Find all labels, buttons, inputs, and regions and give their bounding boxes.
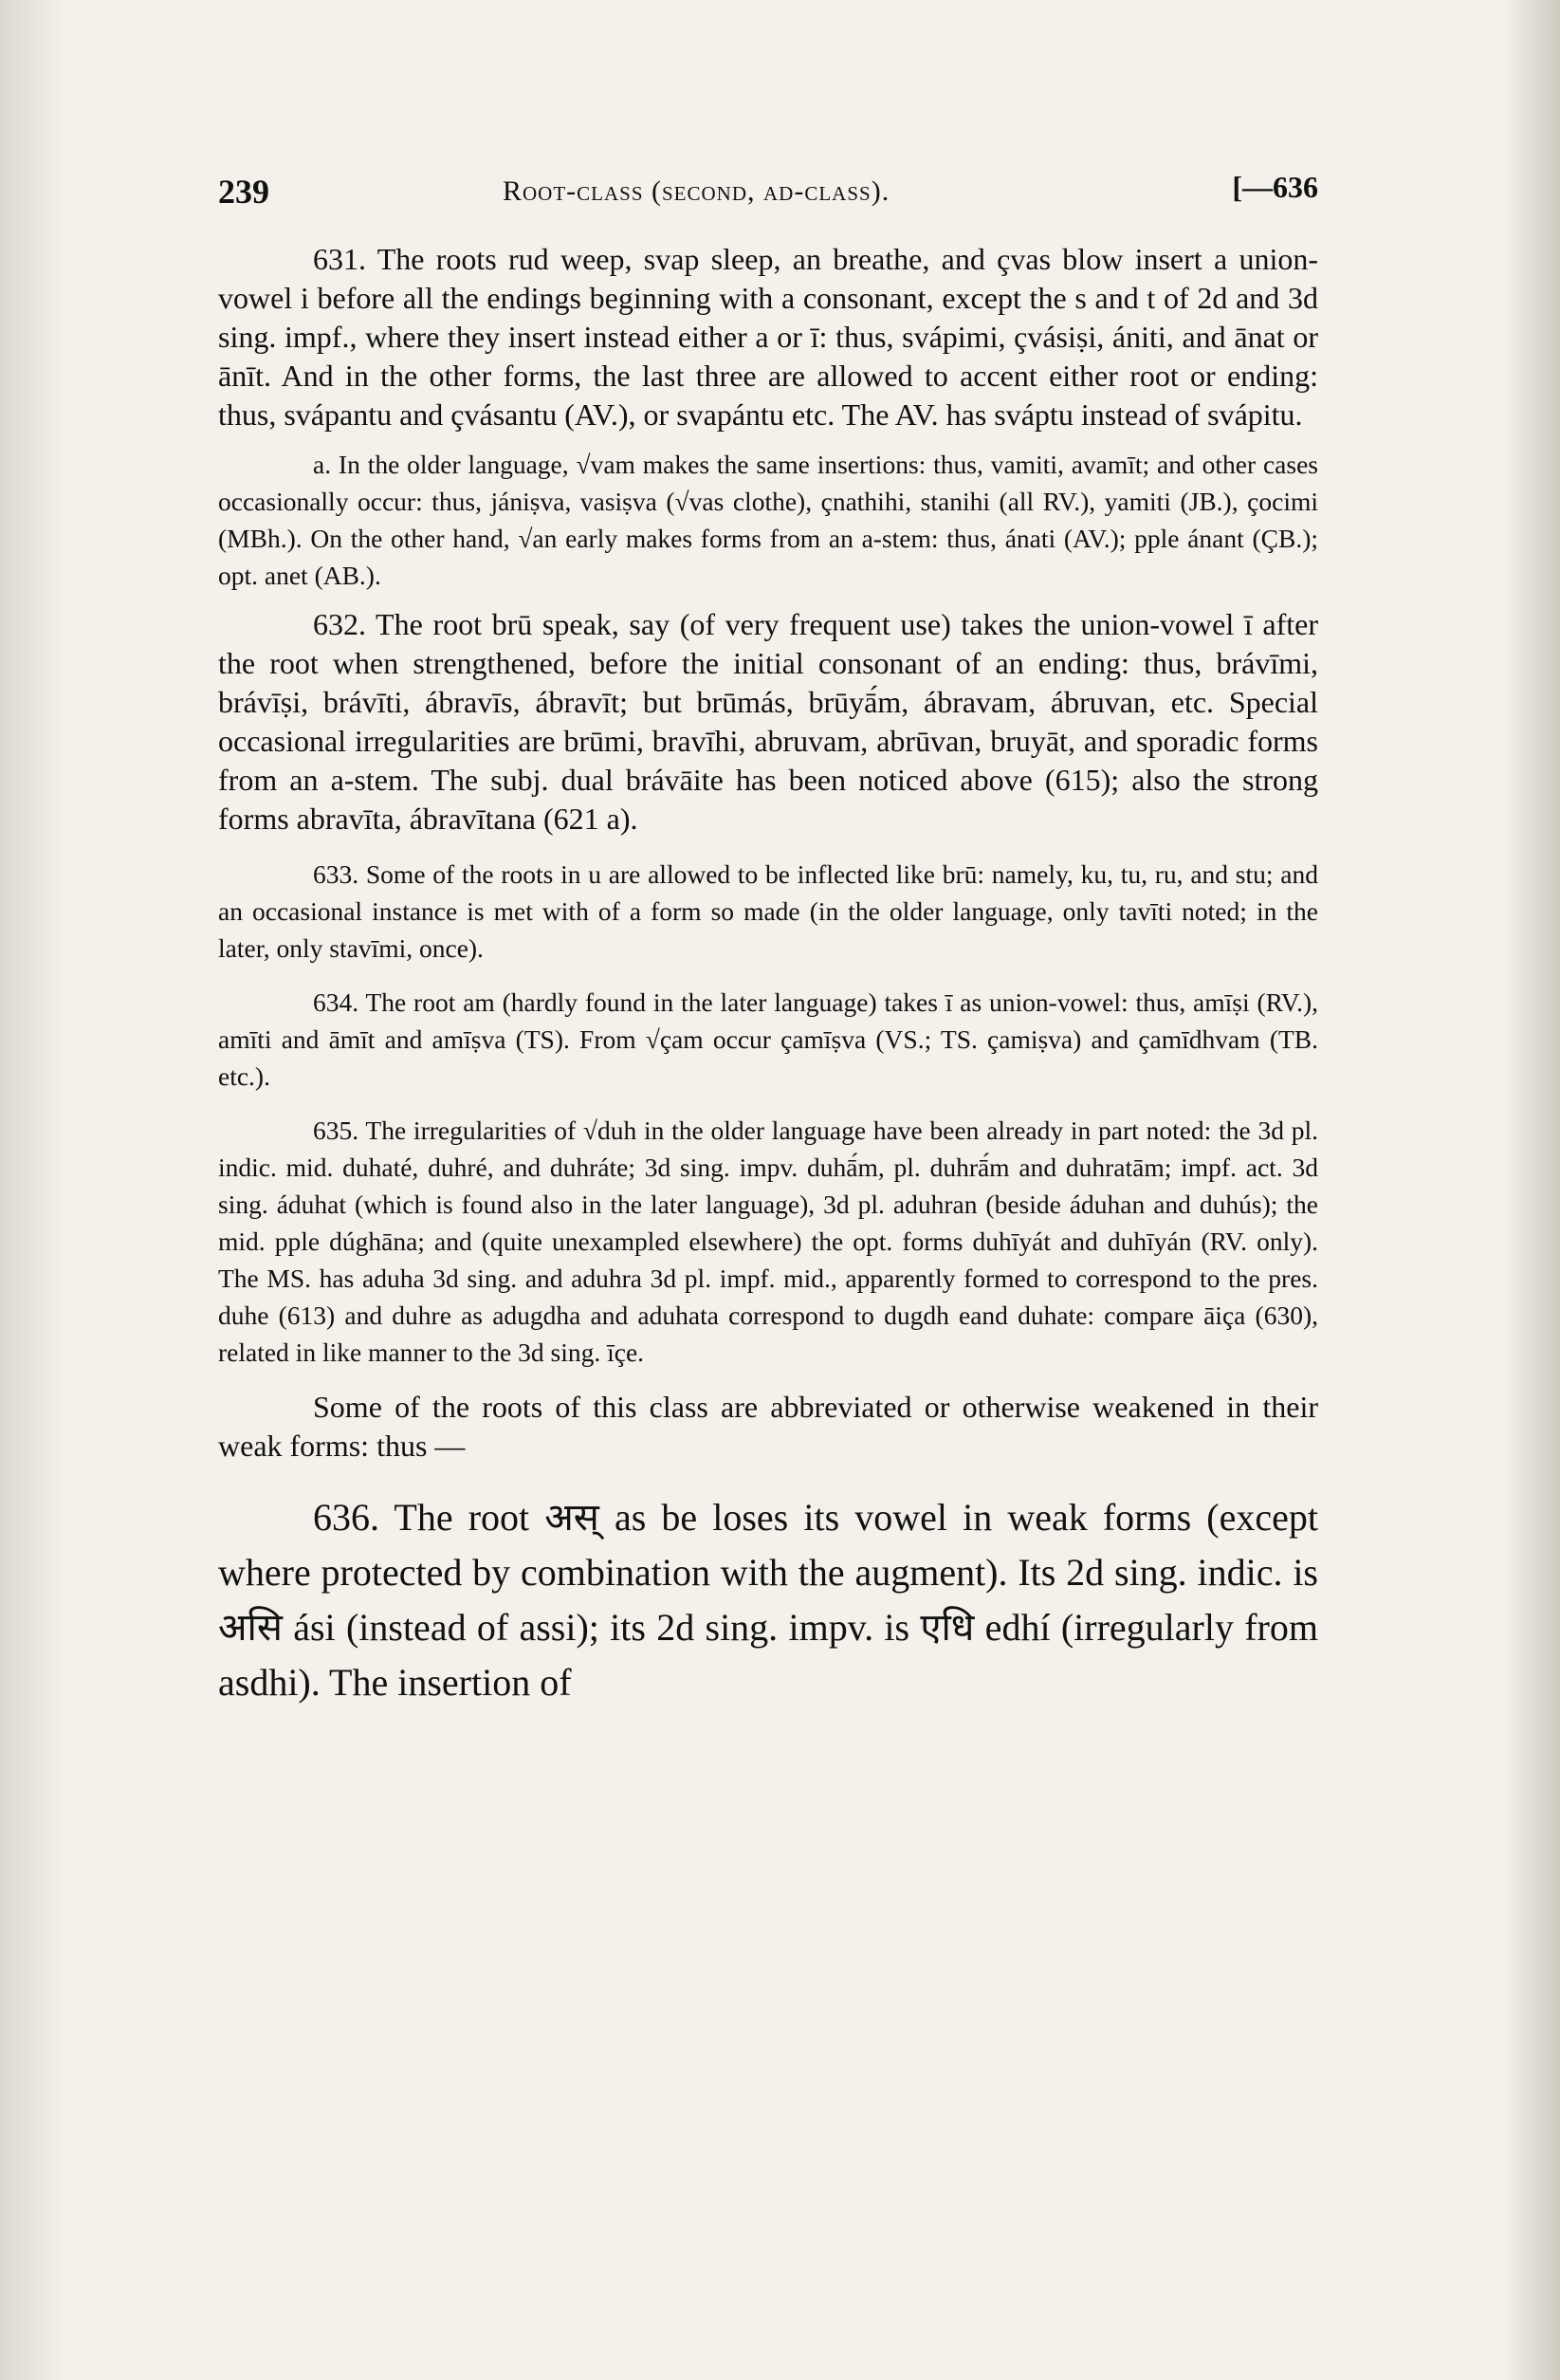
running-title: Root-class (second, ad-class).: [503, 175, 890, 207]
section-reference: [—636: [1232, 170, 1318, 204]
book-page: [218, 166, 1318, 1710]
scan-shadow-left: [0, 0, 66, 2380]
paragraph-635: 635. The irregularities of √duh in the older language have been already in part noted: the 3d pl. indic. mid. duhaté, duhré, and duhráte; 3d sing. impv. duhā́m, pl. duhrā́m and duhratām; impf. act. 3d sing. áduhat (which is found also in the later language), 3d pl. aduhran (beside áduhan and duhús); the mid. pple dúghāna; and (quite unexampled elsewhere) the opt. forms duhīyát and duhīyán (RV. only). The MS. has aduha 3d sing. and aduhra 3d pl. impf. mid., apparently formed to correspond to the pres. duhe (613) and duhre as adugdha and aduhata correspond to dugdh eand duhate: compare āiça (630), related in like manner to the 3d sing. īçe.: [218, 1116, 1318, 1367]
scan-shadow-right: [1503, 0, 1560, 2380]
paragraph-634: 634. The root am (hardly found in the later language) takes ī as union-vowel: thus, amīṣi (RV.), amīti and āmīt and amīṣva (TS). From √çam occur çamīṣva (VS.; TS. çamiṣva) and çamīdhvam (TB. etc.).: [218, 987, 1318, 1091]
page-number: 239: [218, 173, 269, 211]
running-head: [218, 166, 1318, 223]
paragraph-636: 636. The root अस् as be loses its vowel in weak forms (except where protected by combination with the augment). Its 2d sing. indic. is असि ási (instead of assi); its 2d sing. impv. is एधि edhí (irregularly from asdhi). The insertion of: [218, 1496, 1318, 1704]
paragraph-631: 631. The roots rud weep, svap sleep, an breathe, and çvas blow insert a union-vowel i before all the endings beginning with a consonant, except the s and t of 2d and 3d sing. impf., where they insert instead either a or ī: thus, svápimi, çvásiṣi, ániti, and ānat or ānīt. And in the other forms, the last three are allowed to accent either root or ending: thus, svápantu and çvásantu (AV.), or svapántu etc. The AV. has sváptu instead of svápitu.: [218, 242, 1318, 432]
paragraph-632: 632. The root brū speak, say (of very frequent use) takes the union-vowel ī after the root when strengthened, before the initial consonant of an ending: thus, brávīmi, brávīṣi, brávīti, ábravīs, ábravīt; but brūmás, brūyā́m, ábravam, ábruvan, etc. Special occasional irregularities are brūmi, bravīhi, abruvam, abrūvan, bruyāt, and sporadic forms from an a-stem. The subj. dual brávāite has been noticed above (615); also the strong forms abravīta, ábravītana (621 a).: [218, 607, 1318, 836]
paragraph-633: 633. Some of the roots in u are allowed to be inflected like brū: namely, ku, tu, ru, and stu; and an occasional instance is met with of a form so made (in the older language, only tavīti noted; in the later, only stavīmi, once).: [218, 859, 1318, 963]
paragraph-631a: a. In the older language, √vam makes the same insertions: thus, vamiti, avamīt; and other cases occasionally occur: thus, jániṣva, vasiṣva (√vas clothe), çnathihi, stanihi (all RV.), yamiti (JB.), çocimi (MBh.). On the other hand, √an early makes forms from an a-stem: thus, ánati (AV.); pple ánant (ÇB.); opt. anet (AB.).: [218, 450, 1318, 590]
paragraph-some-roots: Some of the roots of this class are abbreviated or otherwise weakened in their weak forms: thus —: [218, 1390, 1318, 1463]
